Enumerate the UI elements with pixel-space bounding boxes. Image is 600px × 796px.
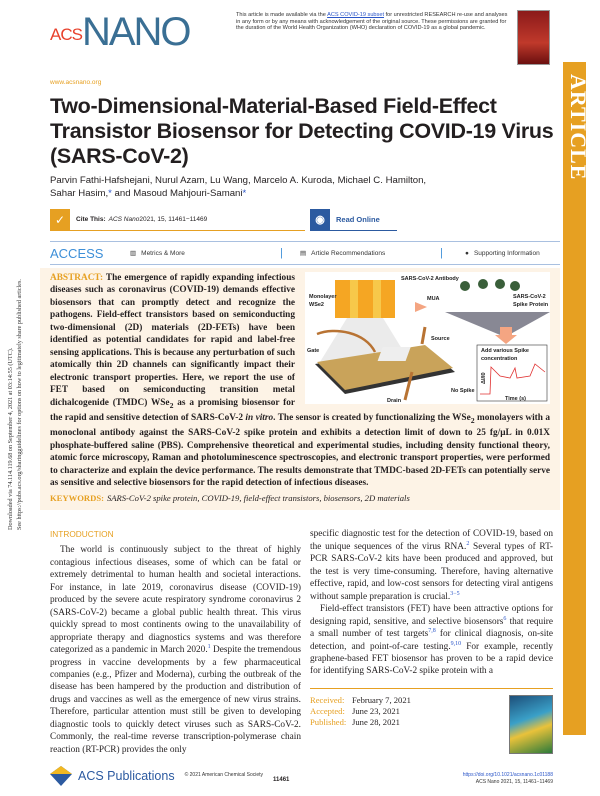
svg-text:Gate: Gate: [307, 348, 320, 354]
article-first-page: [50, 78, 553, 796]
divider: |: [280, 247, 283, 259]
cite-row: [50, 209, 553, 231]
svg-text:Drain: Drain: [387, 398, 402, 404]
acs-logo-icon: [50, 766, 72, 786]
journal-logo: ACSNANO: [50, 10, 190, 54]
body-column-left: [50, 528, 301, 756]
svg-text:No Spike: No Spike: [451, 388, 475, 394]
citation-link[interactable]: 3−5: [450, 590, 460, 597]
svg-text:Time (s): Time (s): [505, 396, 526, 402]
abstract-heading: ABSTRACT:: [50, 273, 104, 283]
supporting-information-link[interactable]: ● Supporting Information: [465, 249, 540, 257]
abstract-panel: [40, 268, 560, 510]
covid-collection-thumbnail: [517, 10, 550, 65]
wse2-lattice: [445, 312, 550, 337]
covid-subset-link[interactable]: ACS COVID-19 subset: [327, 12, 385, 18]
globe-icon: ◉: [310, 209, 330, 230]
svg-text:WSe2: WSe2: [309, 302, 324, 308]
publication-dates: Received: February 7, 2021 Accepted: June 23, 2021 Published: June 28, 2021: [310, 694, 411, 727]
read-online-button[interactable]: ◉ Read Online: [310, 209, 397, 231]
bar-chart-icon: ▥: [130, 250, 137, 257]
corresponding-author-link[interactable]: *: [108, 188, 112, 199]
access-bar: [50, 241, 560, 265]
page-footer: [50, 766, 553, 796]
paragraph: specific diagnostic test for the detection of COVID-19, based on the unique sequences of the virus RNA.$^2$ Several types of RT-PCR SARS-CoV-2 kits have been produced and approved, but the test is very time-consuming. Therefore, having alternative effective, rapid, and low-cost sensors for detecting viral antigens without sample preparation is crucial.$^{3-5}$: [310, 529, 553, 602]
divider: [310, 688, 553, 689]
journal-cover-thumbnail[interactable]: [509, 695, 553, 754]
journal-url[interactable]: www.acsnano.org: [50, 79, 102, 86]
checkmark-icon: ✓: [50, 209, 70, 230]
svg-text:Source: Source: [431, 336, 450, 342]
svg-text:Add various Spike: Add various Spike: [481, 348, 529, 354]
section-heading-introduction: INTRODUCTION: [50, 529, 114, 540]
svg-text:ΔI/I0: ΔI/I0: [481, 372, 487, 384]
article-recommendations-link[interactable]: ▤ Article Recommendations: [300, 249, 386, 257]
citation-link[interactable]: 7,8: [428, 627, 436, 634]
svg-text:Monolayer: Monolayer: [309, 294, 337, 300]
paragraph: Field-effect transistors (FET) have been attractive options for designing rapid, sensitive, and selective biosensors$^6$ that require a small number of test targets$^{7,8}$ for clinical diagnosis, on-site detection, and point-of-care testing.$^{9,10}$ For example, recently graphene-based FET biosensor has proven to be a rapid device for identifying SARS-CoV-2 spike protein with a: [310, 604, 554, 677]
svg-text:SARS-CoV-2 Antibody: SARS-CoV-2 Antibody: [401, 276, 459, 282]
svg-text:SARS-CoV-2: SARS-CoV-2: [513, 294, 546, 300]
wse2-micrograph: [335, 280, 395, 318]
corresponding-author-link[interactable]: *: [242, 188, 247, 199]
access-label: ACCESS: [50, 245, 104, 261]
copyright: © 2021 American Chemical Society: [184, 772, 264, 779]
metrics-link[interactable]: ▥ Metrics & More: [130, 249, 185, 257]
citation-link[interactable]: 1: [207, 643, 211, 650]
svg-text:concentration: concentration: [481, 356, 518, 362]
svg-text:Spike Protein: Spike Protein: [513, 302, 549, 308]
citation-link[interactable]: 9,10: [450, 640, 462, 647]
doi-block: https://doi.org/10.1021/acsnano.1c01188 ACS Nano 2021, 15, 11461−11469: [462, 772, 553, 786]
citation-link[interactable]: 6: [503, 615, 507, 622]
document-icon: ▤: [300, 250, 307, 257]
svg-text:MUA: MUA: [427, 296, 440, 302]
abstract: Monolayer WSe2 SARS-CoV-2 Antibody MUA SARS-CoV-2 Spike Protein Gate Source Drain Add various Spike concentration ΔI/I0 No Spike Time (s) ABSTRACT: The emergence of rapidly expanding infectious diseases such as coronavirus (COVID-19) demands effective biosensors that can promptly detect and recognize the pathogens. Field-effect transistors based on semiconducting two-dimensional (2D) materials (2D-FETs) have been identified as potential candidates for rapid and label-free sensing applications. This is because any perturbation of such atomically thin 2D channels can significantly impact their electronic transport properties. Here, we report the use of FET based on semiconducting transition metal dichalcogenide (TMDC) WSe$_2$ as a promising biosensor for the rapid and sensitive detection of SARS-CoV-2 in vitro. The sensor is created by functionalizing the WSe$_2$ monolayers with a monoclonal antibody against the SARS-CoV-2 spike protein and exhibits a detection limit of down to 25 fg/μL in 0.01X phosphate-buffered saline (PBS). Comprehensive theoretical and experimental studies, including density functional theory, atomic force microscopy, Raman and photoluminescence spectroscopies, and electronic transport properties, were performed to characterize and explain the device performance. The results demonstrate that TMDC-based 2D-FETs can potentially serve as sensitive and selective biosensors for the rapid detection of infectious diseases.: [50, 273, 550, 488]
open-access-notice: This article is made available via the ACS COVID-19 subset for unrestricted RESEARCH re-use and analyses in any form or by any means with acknowledgement of the original source. These permissions are granted for the duration of the World Health Organization (WHO) declaration of COVID-19 as a global pandemic.: [236, 12, 508, 32]
cite-this[interactable]: ✓ Cite This: ACS Nano 2021, 15, 11461−11469: [50, 209, 305, 231]
citation-link[interactable]: 2: [466, 540, 470, 547]
author-list: Parvin Fathi-Hafshejani, Nurul Azam, Lu Wang, Marcelo A. Kuroda, Michael C. Hamilton, Sahar Hasim,* and Masoud Mahjouri-Samani*: [50, 175, 427, 199]
acs-publications-logo: ACS Publications: [50, 766, 175, 786]
article-title: Two-Dimensional-Material-Based Field-Effect Transistor Biosensor for Detecting COVID-19 Virus (SARS-CoV-2): [50, 94, 554, 168]
body-column-right: [310, 528, 553, 753]
keywords: KEYWORDS: SARS-CoV-2 spike protein, COVID-19, field-effect transistors, biosensors, 2D materials: [50, 493, 410, 504]
toc-graphic: [305, 272, 550, 404]
article-side-banner: ARTICLE: [563, 62, 586, 735]
page-number: 11461: [273, 777, 290, 784]
download-watermark: Downloaded via 74.114.119.68 on September 4, 2021 at 03:14:55 (UTC). See https://pubs.acs.org/sharingguidelines for options on how to legitimately share published articles.: [7, 279, 23, 530]
info-circle-icon: ●: [465, 249, 469, 257]
introduction-section: [50, 528, 553, 756]
paragraph: The world is continuously subject to the threat of highly contagious infectious diseases, some of which can be fatal or extremely detrimental to human health and societal interactions. For instance, in late 2019, coronavirus disease (COVID-19) produced by the severe acute respiratory syndrome coronavirus 2 (SARS-CoV-2) became a global public health threat. This virus quickly spread to most continents owing to the unavailability of appropriate therapy and diagnostics systems and was therefore categorized as a pandemic in March 2020.$^1$ Despite the tremendous progress in vaccine developments by a few pharmaceutical companies (e.g., Pfizer and Moderna), curbing the outbreak of the disease has been hampered by the production and distribution of drugs and vaccines as well as the emergence of new virus strains. Therefore, particular attention must still be given to developing diagnostic tools to quickly detect viruses such as SARS-CoV-2. Commonly, the real-time reverse transcription-polymerase chain reaction (RT-PCR) provides the only: [50, 545, 301, 755]
dates-area: [310, 695, 553, 754]
divider: |: [440, 247, 443, 259]
doi-link[interactable]: https://doi.org/10.1021/acsnano.1c01188: [462, 772, 553, 779]
